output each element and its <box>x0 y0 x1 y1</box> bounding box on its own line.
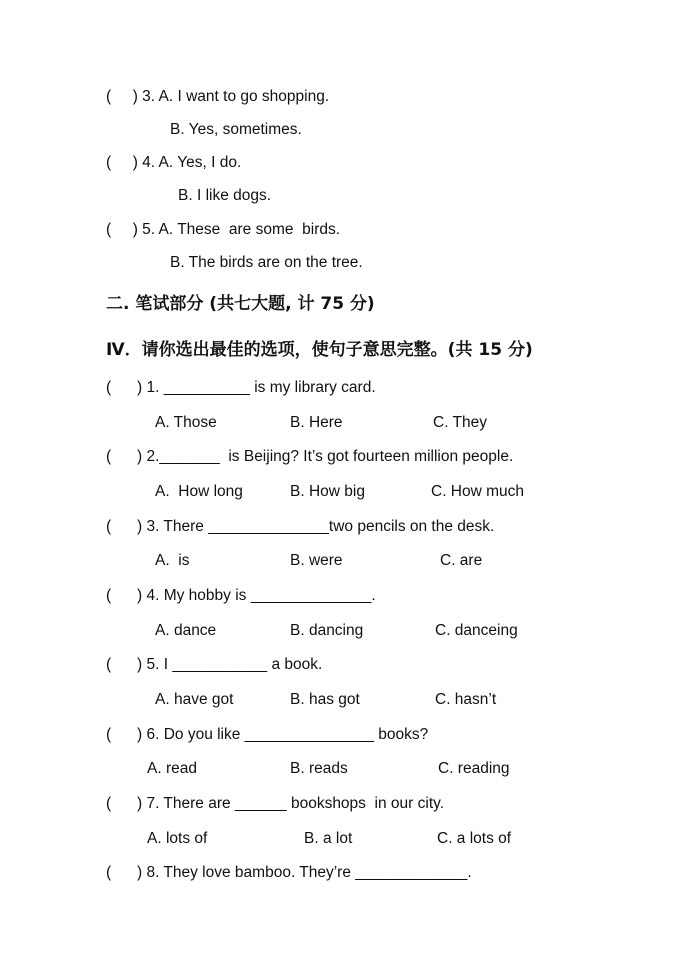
listening-item-5-option-b: B. The birds are on the tree. <box>170 254 363 271</box>
question-8: ( ) 8. They love bamboo. They’re _____________. <box>106 864 472 881</box>
listening-item-5: ( ) 5. A. These are some birds. <box>106 221 341 238</box>
question-2-option-c: C. How much <box>431 483 525 500</box>
question-4: ( ) 4. My hobby is ______________. <box>106 587 376 604</box>
question-6-option-a: A. read <box>147 760 197 777</box>
question-1-option-a: A. Those <box>155 414 217 431</box>
question-2-option-a: A. How long <box>155 483 243 500</box>
question-7-option-b: B. a lot <box>304 830 353 847</box>
listening-item-3: ( ) 3. A. I want to go shopping. <box>106 88 330 105</box>
question-3-option-a: A. is <box>155 552 190 569</box>
question-7-option-a: A. lots of <box>147 830 208 847</box>
question-5-option-b: B. has got <box>290 691 360 708</box>
listening-item-3-option-b: B. Yes, sometimes. <box>170 121 302 138</box>
question-3: ( ) 3. There ______________two pencils on the desk. <box>106 518 495 535</box>
question-6: ( ) 6. Do you like _______________ books? <box>106 726 429 743</box>
listening-item-4: ( ) 4. A. Yes, I do. <box>106 154 242 171</box>
question-6-option-c: C. reading <box>438 760 510 777</box>
question-2-option-b: B. How big <box>290 483 365 500</box>
question-6-option-b: B. reads <box>290 760 348 777</box>
question-5-option-c: C. hasn’t <box>435 691 497 708</box>
listening-item-4-option-b: B. I like dogs. <box>178 187 272 204</box>
question-1-option-b: B. Here <box>290 414 343 431</box>
question-1-option-c: C. They <box>433 414 487 431</box>
question-4-option-b: B. dancing <box>290 622 364 639</box>
section-4-title: Ⅳ．请你选出最佳的选项，使句子意思完整。(共 15 分) <box>106 340 533 360</box>
question-3-option-c: C. are <box>440 552 483 569</box>
section-2-title: 二. 笔试部分 (共七大题, 计 75 分) <box>106 294 375 314</box>
question-5-option-a: A. have got <box>155 691 234 708</box>
question-2: ( ) 2._______ is Beijing? It’s got fourteen million people. <box>106 448 514 465</box>
question-1: ( ) 1. __________ is my library card. <box>106 379 376 396</box>
question-7-option-c: C. a lots of <box>437 830 512 847</box>
question-4-option-c: C. danceing <box>435 622 518 639</box>
question-4-option-a: A. dance <box>155 622 217 639</box>
question-3-option-b: B. were <box>290 552 343 569</box>
question-7: ( ) 7. There are ______ bookshops in our city. <box>106 795 445 812</box>
question-5: ( ) 5. I ___________ a book. <box>106 656 323 673</box>
